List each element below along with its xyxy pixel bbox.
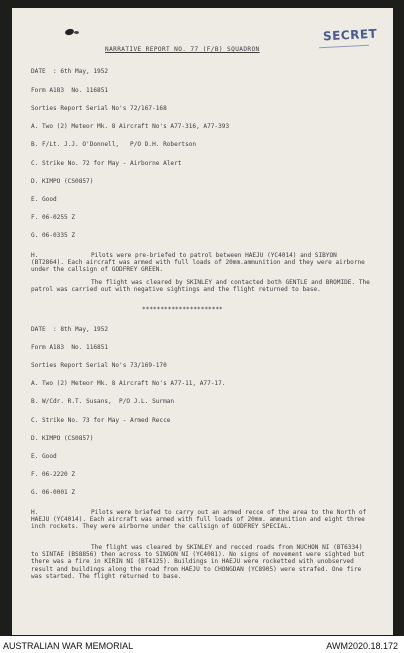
sortie1-date: DATE : 6th May, 1952 — [31, 68, 109, 75]
sortie1-aircraft: A. Two (2) Meteor Mk. 8 Aircraft No's A77-316, A77-393 — [31, 123, 230, 130]
sortie2-narrative-2: The flight was cleared by SKINLEY and recced roads from NUCHON NI (BT6334) to SINTAE (BS8856) then across to SINGON NI (YC4081). No signs of movement were sighted but there was a fire in KIRIN NI (BT4125). Buildings in HAEJU were rocketted with unobserved result and buildings along the road from HAEJU to CHONGDAN (YC8905) were strafed. One fire was started. The flight returned to base. — [31, 544, 365, 580]
sortie2-weather: E. Good — [31, 453, 57, 460]
sortie2-pilots: B. W/Cdr. R.T. Susans, P/O J.L. Surman — [31, 398, 175, 405]
sortie1-narrative-label: H. — [31, 252, 39, 259]
secret-stamp: SECRET — [322, 26, 378, 44]
sortie2-aircraft: A. Two (2) Meteor Mk. 8 Aircraft No's A77-11, A77-17. — [31, 380, 226, 387]
sortie1-form: Form A183 No. 116851 — [31, 87, 109, 94]
document-page — [12, 8, 393, 635]
sortie2-serials: Sorties Report Serial No's 73/169-170 — [31, 362, 167, 369]
sortie2-landing: G. 06-0001 Z — [31, 489, 76, 496]
sortie2-date: DATE : 8th May, 1952 — [31, 326, 109, 333]
sortie2-strike: C. Strike No. 73 for May - Armed Recce — [31, 417, 171, 424]
sortie1-landing: G. 06-0335 Z — [31, 232, 76, 239]
stamp-underline — [319, 45, 369, 49]
sortie2-narrative-label: H. — [31, 509, 39, 516]
separator: ********************** — [142, 306, 223, 313]
punch-hole-mark — [74, 31, 79, 34]
sortie1-base: D. KIMPO (CS0857) — [31, 178, 94, 185]
footer-source: AUSTRALIAN WAR MEMORIAL — [3, 641, 134, 651]
sortie2-narrative: Pilots were briefed to carry out an armed recce of the area to the North of HAEJU (YC4014). Each aircraft was armed with full loads of 20mm. ammunition and eight three inch rockets. They were airborne under the callsign of GODFREY SPECIAL. — [31, 509, 367, 531]
sortie1-weather: E. Good — [31, 196, 57, 203]
sortie1-strike: C. Strike No. 72 for May - Airborne Alert — [31, 160, 182, 167]
sortie1-serials: Sorties Report Serial No's 72/167-168 — [31, 105, 167, 112]
sortie2-base: D. KIMPO (CS0857) — [31, 435, 94, 442]
sortie2-takeoff: F. 06-2220 Z — [31, 471, 76, 478]
sortie1-narrative: Pilots were pre-briefed to patrol between HAEJU (YC4014) and SIBYON (BT2864). Each aircraft was armed with full loads of 20mm.ammunition and they were airborne under the callsign of GODFREY GREEN. — [31, 252, 365, 274]
footer-accession-number: AWM2020.18.172 — [326, 641, 398, 651]
sortie1-takeoff: F. 06-0255 Z — [31, 214, 76, 221]
sortie1-pilots: B. F/Lt. J.J. O'Donnell, P/O D.H. Robertson — [31, 141, 197, 148]
sortie2-form: Form A183 No. 116851 — [31, 344, 109, 351]
report-title: NARRATIVE REPORT NO. 77 (F/B) SQUADRON — [105, 46, 260, 53]
sortie1-narrative-2: The flight was cleared by SKINLEY and contacted both GENTLE and BROMIDE. The patrol was carried out with negative sightings and the flight returned to base. — [31, 279, 370, 294]
